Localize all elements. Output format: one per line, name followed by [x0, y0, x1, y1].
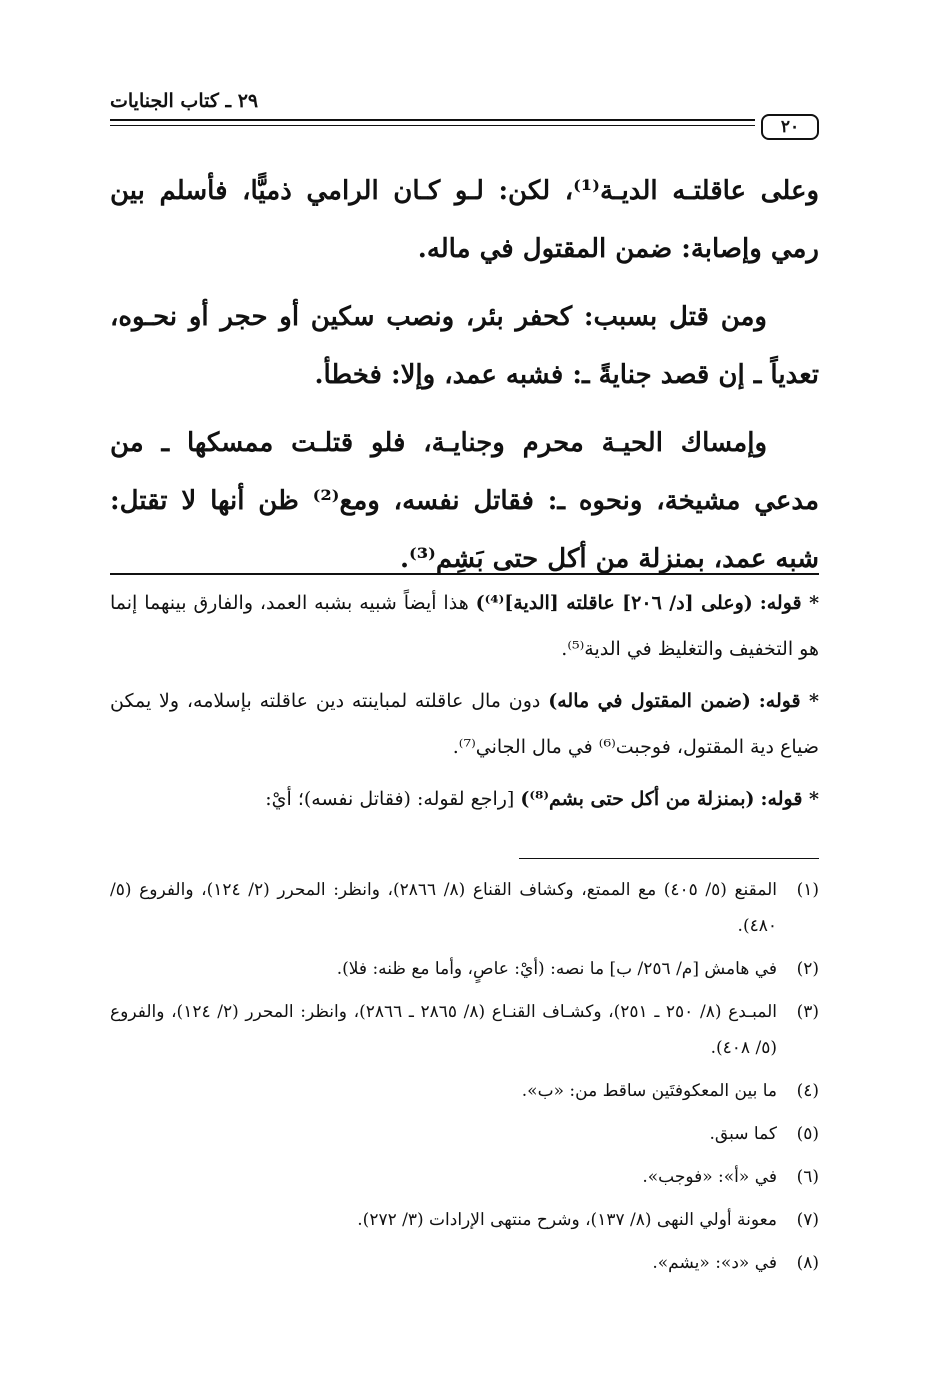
commentary-divider	[110, 573, 819, 575]
footnote-number: (٥)	[796, 1124, 819, 1144]
note-text: هذا أيضاً شبيه بشبه العمد، والفارق بينهما إنما هو التخفيف والتغليظ في الدية⁽⁵⁾.	[110, 592, 819, 660]
commentary	[110, 580, 819, 828]
note-quote: (ضمن المقتول في ماله)	[548, 690, 751, 712]
note-marker: * قوله:	[760, 788, 819, 810]
footnote-number: (٤)	[796, 1081, 819, 1101]
note-quote: (بمنزلة من أكل حتى بشم⁽⁸⁾)	[520, 788, 755, 810]
footnote-number: (٣)	[796, 1002, 819, 1022]
footnote-text: المقنع (٥/ ٤٠٥) مع الممتع، وكشاف القناع (٨/ ٢٨٦٦)، وانظر: المحرر (٢/ ١٢٤)، والفروع (٥/ ٤٨٠).	[110, 880, 777, 936]
commentary-note-3	[110, 776, 819, 822]
footnote	[110, 1202, 819, 1238]
page-number: ٢٠	[761, 114, 819, 140]
footnote-text: المبـدع (٨/ ٢٥٠ ـ ٢٥١)، وكشـاف القنـاع (٨/ ٢٨٦٥ ـ ٢٨٦٦)، وانظر: المحرر (٢/ ١٢٤)، والفروع (٥/ ٤٠٨).	[110, 1002, 777, 1058]
footnote-text: في هامش [م/ ٢٥٦/ ب] ما نصه: (أيْ: عاصٍ، وأما مع ظنه: فلا).	[336, 959, 777, 979]
footnote	[110, 994, 819, 1066]
footnote-text: ما بين المعكوفتَين ساقط من: «ب».	[521, 1081, 777, 1101]
chapter-title: ٢٩ ـ كتاب الجنايات	[110, 90, 259, 112]
footnote-number: (١)	[796, 880, 819, 900]
note-quote: (وعلى [د/ ٢٠٦] عاقلته [الدية]⁽⁴⁾)	[475, 592, 753, 614]
main-paragraph-3: وإمساك الحيـة محرم وجنايـة، فلو قتلـت ممسكها ـ من مدعي مشيخة، ونحوه ـ: فقاتل نفسه، ومع⁽²⁾ ظن أنها لا تقتل: شبه عمد، بمنزلة من أكل حتى بَشِم⁽³⁾.	[110, 428, 819, 574]
footnotes	[110, 872, 819, 1288]
main-text	[110, 162, 819, 598]
note-text: دون مال عاقلته لمباينته دين عاقلته بإسلامه، ولا يمكن ضياع دية المقتول، فوجبت⁽⁶⁾ في مال الجاني⁽⁷⁾.	[110, 690, 819, 758]
footnote-text: في «أ»: «فوجب».	[642, 1167, 777, 1187]
footnote	[110, 1116, 819, 1152]
footnote	[110, 1159, 819, 1195]
footnote-rule	[519, 858, 819, 859]
footnote	[110, 1245, 819, 1281]
footnote-number: (٢)	[796, 959, 819, 979]
note-marker: * قوله:	[759, 592, 820, 614]
footnote-text: في «د»: «يشم».	[652, 1253, 777, 1273]
header-rule-thin	[110, 125, 755, 126]
footnote-number: (٦)	[796, 1167, 819, 1187]
note-text: [راجع لقوله: (فقاتل نفسه)؛ أيْ:	[265, 788, 515, 810]
footnote	[110, 1073, 819, 1109]
header-rule	[110, 119, 755, 121]
footnote-number: (٧)	[796, 1210, 819, 1230]
footnote	[110, 951, 819, 987]
commentary-note-2	[110, 678, 819, 770]
main-paragraph-2: ومن قتل بسبب: كحفر بئر، ونصب سكين أو حجر أو نحـوه، تعدياً ـ إن قصد جنايةً ـ: فشبه عمد، وإلا: فخطأ.	[110, 302, 819, 390]
main-paragraph-1: وعلى عاقلتـه الديـة⁽¹⁾، لكن: لـو كـان الرامي ذميًّا، فأسلم بين رمي وإصابة: ضمن المقتول في ماله.	[110, 176, 820, 264]
note-marker: * قوله:	[758, 690, 819, 712]
footnote	[110, 872, 819, 944]
footnote-number: (٨)	[796, 1253, 819, 1273]
footnote-text: معونة أولي النهى (٨/ ١٣٧)، وشرح منتهى الإرادات (٣/ ٢٧٢).	[357, 1210, 777, 1230]
footnote-text: كما سبق.	[709, 1124, 777, 1144]
commentary-note-1	[110, 580, 819, 672]
page-header	[110, 90, 819, 140]
